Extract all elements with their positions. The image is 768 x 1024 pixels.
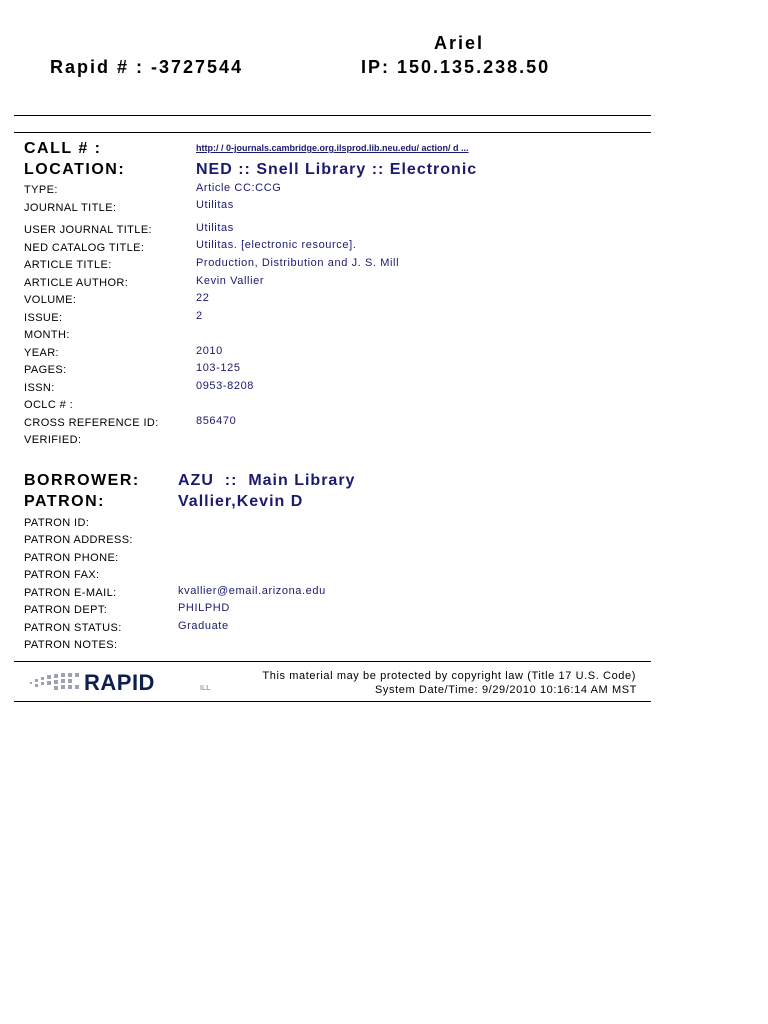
ned-catalog-title-value: Utilitas. [electronic resource]. [196,239,357,251]
system-date-time: System Date/Time: 9/29/2010 10:16:14 AM MST [374,684,637,696]
patron-notes-label: PATRON NOTES: [24,639,118,651]
volume-label: VOLUME: [24,294,77,306]
borrower-value: AZU :: Main Library [178,472,356,489]
borrower-label: BORROWER: [24,472,140,489]
verified-label: VERIFIED: [24,434,82,446]
rapid-ill-logo [26,669,216,693]
patron-address-label: PATRON ADDRESS: [24,534,133,546]
issn-value: 0953-8208 [196,380,255,392]
cross-reference-id-label: CROSS REFERENCE ID: [24,417,159,429]
article-title-value: Production, Distribution and J. S. Mill [196,257,400,269]
footer-rule-top [14,661,651,662]
issn-label: ISSN: [24,382,55,394]
journal-title-label: JOURNAL TITLE: [24,202,117,214]
header-rule-top [14,115,651,116]
user-journal-title-label: USER JOURNAL TITLE: [24,224,153,236]
month-label: MONTH: [24,329,70,341]
location-value: NED :: Snell Library :: Electronic [196,161,478,178]
type-label: TYPE: [24,184,58,196]
patron-status-label: PATRON STATUS: [24,622,122,634]
patron-phone-label: PATRON PHONE: [24,552,119,564]
rapid-number: Rapid # : -3727544 [50,57,244,77]
location-label: LOCATION: [24,161,126,178]
ip-address: IP: 150.135.238.50 [361,57,551,77]
issue-value: 2 [196,310,203,322]
year-value: 2010 [196,345,223,357]
copyright-notice: This material may be protected by copyright law (Title 17 U.S. Code) [262,670,636,682]
volume-value: 22 [196,292,210,304]
patron-label: PATRON: [24,493,106,510]
logo-sub: ILL [200,685,211,692]
patron-dept-label: PATRON DEPT: [24,604,108,616]
call-number-link[interactable]: http:/ / 0-journals.cambridge.org.ilsprod.lib.neu.edu/ action/ d ... [196,143,469,153]
oclc-label: OCLC # : [24,399,74,411]
patron-dept-value: PHILPHD [178,602,230,614]
type-value: Article CC:CCG [196,182,282,194]
article-author-label: ARTICLE AUTHOR: [24,277,129,289]
year-label: YEAR: [24,347,60,359]
pages-label: PAGES: [24,364,67,376]
footer-rule-bottom [14,701,651,702]
journal-title-value: Utilitas [196,199,234,211]
patron-email-label: PATRON E-MAIL: [24,587,117,599]
article-title-label: ARTICLE TITLE: [24,259,112,271]
patron-status-value: Graduate [178,620,229,632]
user-journal-title-value: Utilitas [196,222,234,234]
call-number-label: CALL # : [24,140,102,157]
header-rule-bottom [14,132,651,133]
patron-id-label: PATRON ID: [24,517,90,529]
ned-catalog-title-label: NED CATALOG TITLE: [24,242,145,254]
issue-label: ISSUE: [24,312,63,324]
ariel-label: Ariel [434,33,485,53]
patron-value: Vallier,Kevin D [178,493,304,510]
logo-wordmark: RAPID [84,670,155,693]
patron-email-value: kvallier@email.arizona.edu [178,585,326,597]
patron-fax-label: PATRON FAX: [24,569,100,581]
cross-reference-id-value: 856470 [196,415,237,427]
pages-value: 103-125 [196,362,241,374]
article-author-value: Kevin Vallier [196,275,265,287]
